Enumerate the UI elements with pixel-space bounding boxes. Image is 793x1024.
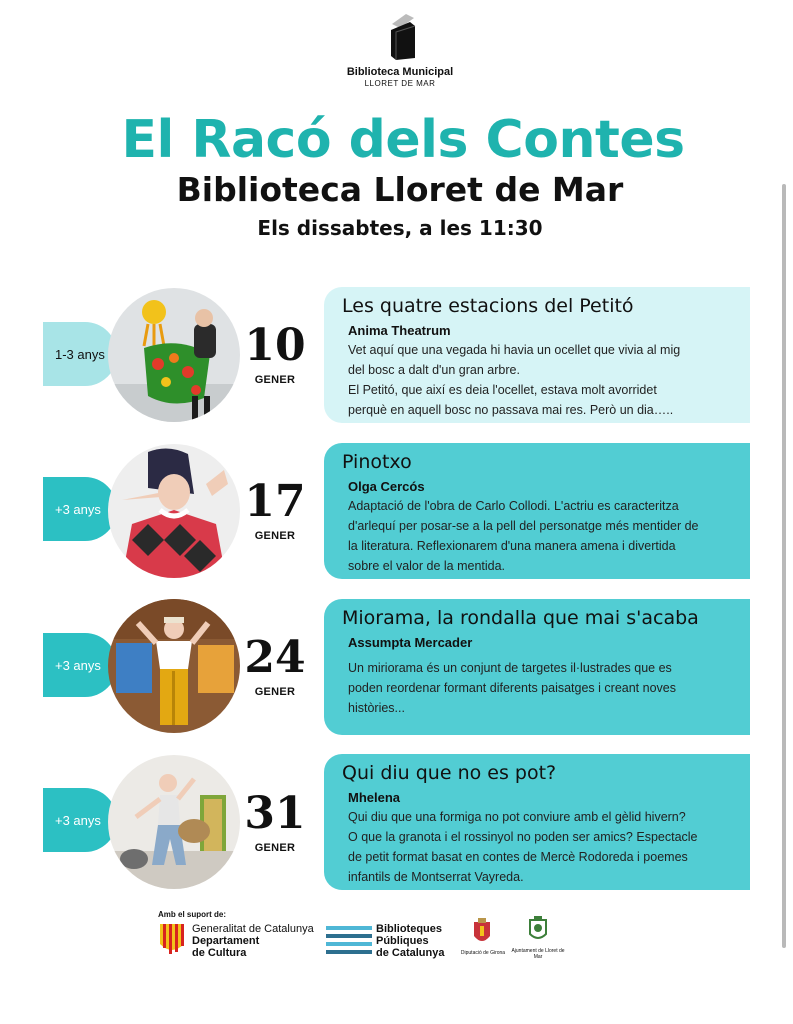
event-card <box>324 287 750 423</box>
support-label: Amb el suport de: <box>158 910 227 919</box>
biblioteques-name-2: Públiques <box>376 935 429 947</box>
library-logo-name: Biblioteca Municipal <box>346 66 454 78</box>
event-author: Olga Cercós <box>348 479 425 494</box>
sun-puppet-icon <box>142 300 166 324</box>
event-month: GENER <box>254 530 296 542</box>
event-title: Les quatre estacions del Petitó <box>342 295 634 317</box>
event-description: Qui diu que una formiga no pot conviure amb el gèlid hivern? O que la granota i el rossinyol no poden ser amics? Espectacle de petit format basat en contes de Mercè Rodoreda i poemes infantils de Montserrat Vayreda. <box>348 810 698 884</box>
generalitat-department: Departament <box>192 935 260 947</box>
schedule-line: Els dissabtes, a les 11:30 <box>257 216 543 240</box>
event-description: Adaptació de l'obra de Carlo Collodi. L'actriu es caracteritza d'arlequí per posar-se a la pell del personatge més mentider de la literatura. Reflexionarem d'una manera amena i divertida sobre el valor de la mentida. <box>348 499 699 573</box>
event-description: Un miriorama és un conjunt de targetes il·lustrades que es poden reordenar formant diferents paisatges i creant noves històries... <box>348 661 676 715</box>
event-photo <box>108 599 240 733</box>
event-photo <box>108 288 240 422</box>
biblioteques-stripes-icon <box>326 924 372 956</box>
biblioteques-name-1: Biblioteques <box>376 923 443 935</box>
event-author: Mhelena <box>348 790 401 805</box>
event-card <box>324 443 750 579</box>
event-description: Vet aquí que una vegada hi havia un ocellet que vivia al mig del bosc a dalt d'un gran arbre. El Petitó, que així es deia l'ocellet, estava molt avorridet perquè en aquell bosc no passava mai res. Però un dia….. <box>348 343 681 417</box>
event-author: Assumpta Mercader <box>348 635 473 650</box>
event-month: GENER <box>254 686 296 698</box>
biblioteques-name-3: de Catalunya <box>376 947 445 959</box>
event-month: GENER <box>254 842 296 854</box>
scrollbar[interactable] <box>782 184 786 948</box>
ajuntament-crest-icon <box>527 916 549 944</box>
event-day: 31 <box>244 788 306 839</box>
generalitat-name: Generalitat de Catalunya <box>192 923 314 935</box>
event-month: GENER <box>254 374 296 386</box>
event-author: Anima Theatrum <box>348 323 451 338</box>
diputacio-label: Diputació de Girona <box>460 950 506 956</box>
library-book-logo-icon <box>388 10 418 62</box>
event-card <box>324 754 750 890</box>
age-tag: +3 anys <box>43 477 117 541</box>
event-title: Pinotxo <box>342 451 412 473</box>
event-photo <box>108 444 240 578</box>
age-tag: +3 anys <box>43 633 117 697</box>
generalitat-culture: de Cultura <box>192 947 247 959</box>
event-photo <box>108 755 240 889</box>
library-logo-subtitle: LLORET DE MAR <box>364 79 436 88</box>
ajuntament-label: Ajuntament de Lloret de Mar <box>511 948 565 960</box>
age-tag: +3 anys <box>43 788 117 852</box>
diputacio-crest-icon <box>470 918 494 948</box>
event-title: Qui diu que no es pot? <box>342 762 557 784</box>
age-tag: 1-3 anys <box>43 322 117 386</box>
generalitat-shield-icon <box>158 922 186 956</box>
event-title: Miorama, la rondalla que mai s'acaba <box>342 607 699 629</box>
page-subtitle: Biblioteca Lloret de Mar <box>176 170 624 209</box>
event-card <box>324 599 750 735</box>
event-day: 10 <box>244 320 306 371</box>
page-title: El Racó dels Contes <box>121 110 685 170</box>
event-day: 24 <box>244 632 306 683</box>
event-day: 17 <box>244 476 306 527</box>
